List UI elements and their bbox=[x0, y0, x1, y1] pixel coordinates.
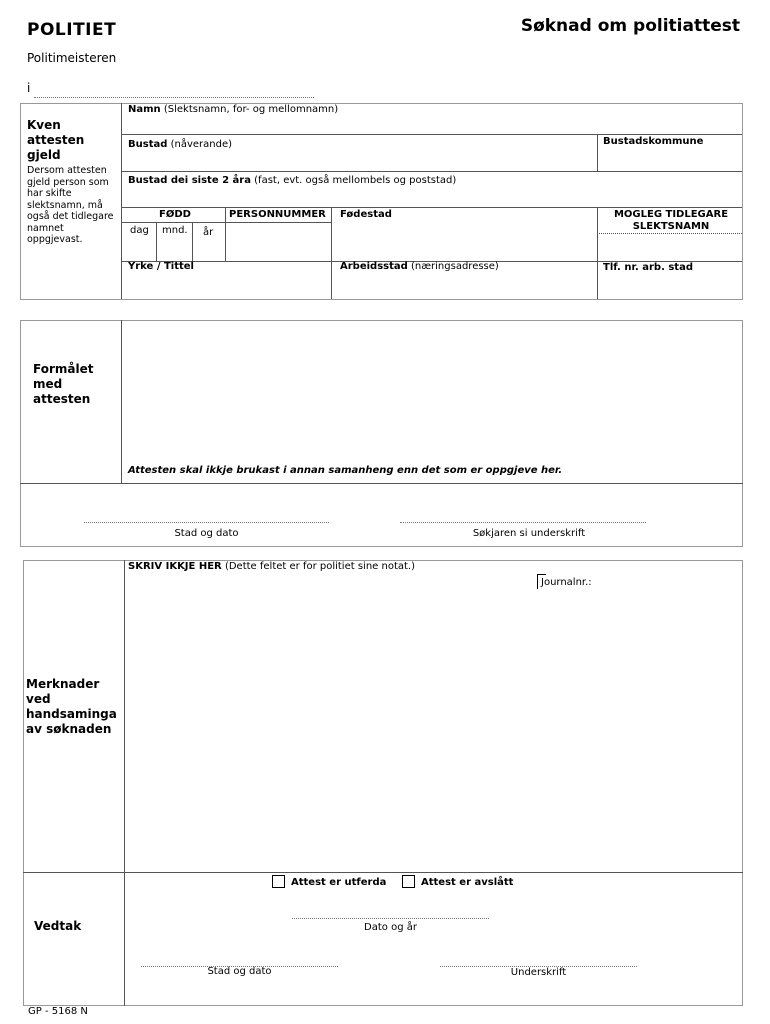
certificate-issued-checkbox[interactable] bbox=[272, 875, 285, 888]
name-input[interactable] bbox=[128, 119, 736, 133]
person-number-label: PERSONNUMMER bbox=[229, 209, 326, 220]
previous-address-label: Bustad dei siste 2 åra (fast, evt. også mellombels og poststad) bbox=[128, 175, 457, 186]
municipality-label: Bustadskommune bbox=[603, 136, 704, 147]
decision-signature-input[interactable] bbox=[442, 951, 635, 965]
former-surname-label: MOGLEG TIDLEGARE SLEKTSNAMN bbox=[613, 209, 729, 232]
do-not-write-label: SKRIV IKKJE HER (Dette feltet er for politiet sine notat.) bbox=[128, 561, 415, 572]
org-name: POLITIET bbox=[27, 20, 117, 40]
work-phone-label: Tlf. nr. arb. stad bbox=[603, 262, 693, 273]
police-notes-section bbox=[23, 560, 743, 1006]
form-code: GP - 5168 N bbox=[28, 1006, 88, 1017]
former-surname-input[interactable] bbox=[603, 240, 737, 254]
place-date-input[interactable] bbox=[86, 507, 327, 521]
decision-signature-caption: Underskrift bbox=[510, 967, 567, 978]
page-title: Søknad om politiattest bbox=[520, 16, 740, 36]
certificate-issued-label: Attest er utferda bbox=[291, 877, 387, 888]
applicant-heading: Kven attesten gjeld bbox=[27, 118, 85, 162]
municipality-input[interactable] bbox=[603, 152, 737, 166]
decision-date-input[interactable] bbox=[294, 903, 487, 917]
processing-remarks-heading: Merknader ved handsaminga av søknaden bbox=[26, 677, 117, 736]
occupation-label: Yrke / Tittel bbox=[128, 261, 194, 272]
recipient-line bbox=[34, 97, 314, 98]
workplace-input[interactable] bbox=[338, 279, 592, 293]
certificate-denied-label: Attest er avslått bbox=[421, 877, 514, 888]
decision-date-caption: Dato og år bbox=[364, 922, 417, 933]
applicant-signature-input[interactable] bbox=[402, 507, 644, 521]
workplace-label: Arbeidsstad (næringsadresse) bbox=[340, 261, 499, 272]
month-label: mnd. bbox=[162, 225, 188, 236]
person-number-input[interactable] bbox=[229, 230, 327, 244]
birthplace-label: Fødestad bbox=[340, 209, 392, 220]
address-input[interactable] bbox=[128, 155, 592, 169]
decision-place-input[interactable] bbox=[143, 951, 336, 965]
applicant-signature-line bbox=[400, 522, 646, 523]
decision-heading: Vedtak bbox=[34, 919, 82, 933]
place-date-line bbox=[84, 522, 329, 523]
recipient-label: Politimeisteren bbox=[27, 51, 117, 65]
applicant-signature-caption: Søkjaren si underskrift bbox=[472, 528, 586, 539]
decision-date-line bbox=[292, 918, 489, 919]
decision-place-caption: Stad og dato bbox=[207, 966, 272, 977]
previous-address-input[interactable] bbox=[128, 189, 736, 203]
birthplace-input[interactable] bbox=[338, 230, 592, 244]
day-label: dag bbox=[130, 225, 149, 236]
birth-day-input[interactable] bbox=[124, 241, 154, 255]
name-change-note: Dersom attesten gjeld person som har skifte slektsnamn, må også det tidlegare namnet oppgjevast. bbox=[27, 165, 114, 245]
birth-year-input[interactable] bbox=[195, 241, 223, 255]
journal-number-label: Journalnr.: bbox=[541, 577, 592, 588]
certificate-denied-checkbox[interactable] bbox=[402, 875, 415, 888]
work-phone-input[interactable] bbox=[603, 279, 737, 293]
usage-warning: Attesten skal ikkje brukast i annan samanheng enn det som er oppgjeve her. bbox=[128, 465, 563, 476]
recipient-prefix: i bbox=[27, 81, 31, 95]
recipient-district-input[interactable] bbox=[36, 83, 312, 96]
birth-date-label: FØDD bbox=[159, 209, 191, 220]
year-label: år bbox=[203, 227, 214, 238]
address-label: Bustad (nåverande) bbox=[128, 139, 232, 150]
purpose-textarea[interactable] bbox=[127, 326, 741, 462]
occupation-input[interactable] bbox=[128, 279, 326, 293]
place-date-caption: Stad og dato bbox=[174, 528, 239, 539]
name-label: Namn (Slektsnamn, for- og mellomnamn) bbox=[128, 104, 339, 115]
birth-month-input[interactable] bbox=[159, 241, 189, 255]
purpose-heading: Formålet med attesten bbox=[33, 362, 94, 406]
